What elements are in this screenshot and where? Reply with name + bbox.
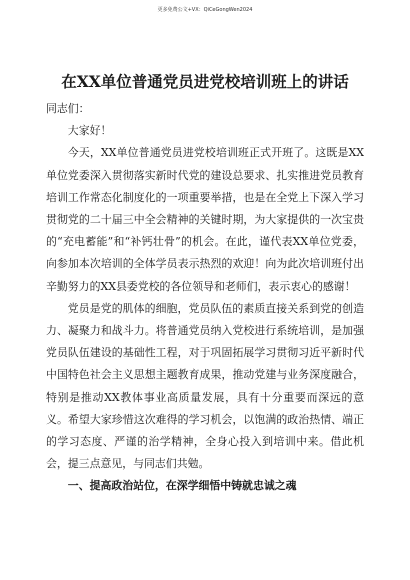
paragraph-significance: 党员是党的肌体的细胞，党员队伍的素质直接关系到党的创造力、凝聚力和战斗力。将普通党员纳入党校进行系统培训，是加强党员队伍建设的基础性工程，对于巩固拓展学习贯彻习近平新时代中国特色社会主义思想主题教育成果，推动党建与业务深度融合，特别是推动XX教体事业高质量发展，具有十分重要而深远的意义。希望大家珍惜这次难得的学习机会，以饱满的政治热情、端正的学习态度、严谨的治学精神，全身心投入到培训中来。借此机会，提三点意见，与同志们共勉。 [46, 301, 364, 471]
watermark-text: 更多免费公文+VX：QiCeGongWen2024 [157, 7, 253, 13]
section-heading: 一、提高政治站位，在深学细悟中铸就忠诚之魂 [67, 479, 297, 493]
page-title: 在XX单位普通党员进党校培训班上的讲话 [61, 72, 349, 91]
salutation: 同志们： [46, 102, 90, 115]
document-body [46, 98, 364, 498]
paragraph-opening: 今天，XX单位普通党员进党校培训班正式开班了。这既是XX单位党委深入贯彻落实新时代党的建设总要求、扎实推进党员教育培训工作常态化制度化的一项重要举措，也是在全党上下深入学习贯彻党的二十届三中全会精神的关键时期，为大家提供的一次宝贵的“充电蓄能”和“补钙壮骨”的机会。在此，谨代表XX单位党委，向参加本次培训的全体学员表示热烈的欢迎！向为此次培训班付出辛勤努力的XX县委党校的各位领导和老师们，表示衷心的感谢！ [46, 146, 364, 293]
greeting: 大家好！ [67, 124, 112, 138]
